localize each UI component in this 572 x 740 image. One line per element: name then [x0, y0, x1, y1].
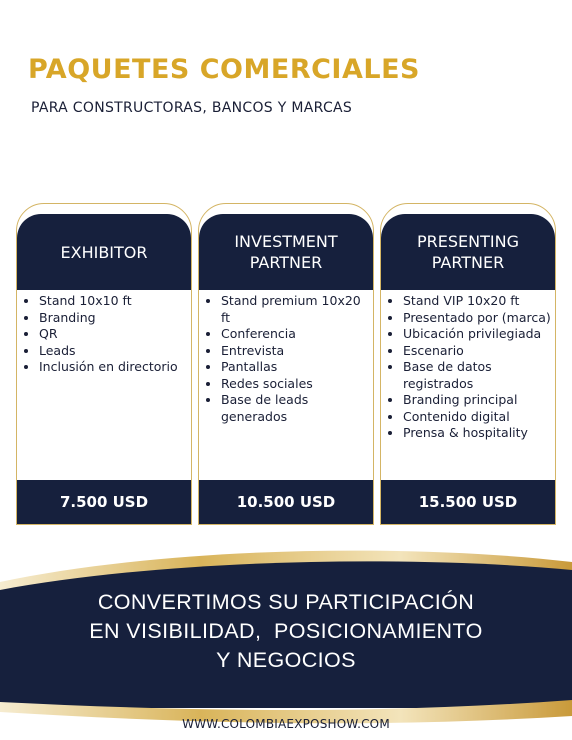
feature-item: • Leads: [39, 343, 187, 360]
feature-item: • Stand VIP 10x20 ft: [403, 293, 551, 310]
package-header: [381, 214, 555, 290]
feature-item: • Redes sociales: [221, 376, 369, 393]
package-card-exhibitor: [16, 203, 192, 525]
package-name: PRESENTING PARTNER: [417, 232, 519, 272]
package-price: 10.500 USD: [199, 480, 373, 524]
package-header: [199, 214, 373, 290]
banner-line-3: Y NEGOCIOS: [216, 648, 356, 672]
feature-item: • Branding principal: [403, 392, 551, 409]
feature-item: • Prensa & hospitality: [403, 425, 551, 442]
website-link[interactable]: WWW.COLOMBIAEXPOSHOW.COM: [182, 717, 390, 731]
feature-item: • Base de leads generados: [221, 392, 369, 425]
feature-item: • Inclusión en directorio: [39, 359, 187, 376]
banner-line-1: CONVERTIMOS SU PARTICIPACIÓN: [97, 590, 475, 614]
feature-item: • Entrevista: [221, 343, 369, 360]
feature-item: • Base de datos registrados: [403, 359, 551, 392]
package-card-investment-partner: [198, 203, 374, 525]
package-header: [17, 214, 191, 290]
feature-item: • QR: [39, 326, 187, 343]
feature-item: • Escenario: [403, 343, 551, 360]
package-features: [391, 293, 551, 442]
feature-item: • Conferencia: [221, 326, 369, 343]
package-price: 15.500 USD: [381, 480, 555, 524]
page-title: PAQUETES COMERCIALES: [28, 54, 420, 85]
package-name: EXHIBITOR: [60, 242, 148, 262]
feature-item: • Contenido digital: [403, 409, 551, 426]
banner-message: [0, 588, 572, 675]
package-features: [27, 293, 187, 376]
package-card-presenting-partner: [380, 203, 556, 525]
package-features: [209, 293, 369, 425]
feature-item: • Stand 10x10 ft: [39, 293, 187, 310]
package-price: 7.500 USD: [17, 480, 191, 524]
package-name: INVESTMENT PARTNER: [234, 232, 338, 272]
page-subtitle: PARA CONSTRUCTORAS, BANCOS Y MARCAS: [31, 100, 353, 116]
feature-item: • Ubicación privilegiada: [403, 326, 551, 343]
feature-item: • Pantallas: [221, 359, 369, 376]
feature-item: • Presentado por (marca): [403, 310, 551, 327]
feature-item: • Stand premium 10x20 ft: [221, 293, 369, 326]
banner-line-2: EN VISIBILIDAD, POSICIONAMIENTO: [89, 619, 483, 643]
feature-item: • Branding: [39, 310, 187, 327]
